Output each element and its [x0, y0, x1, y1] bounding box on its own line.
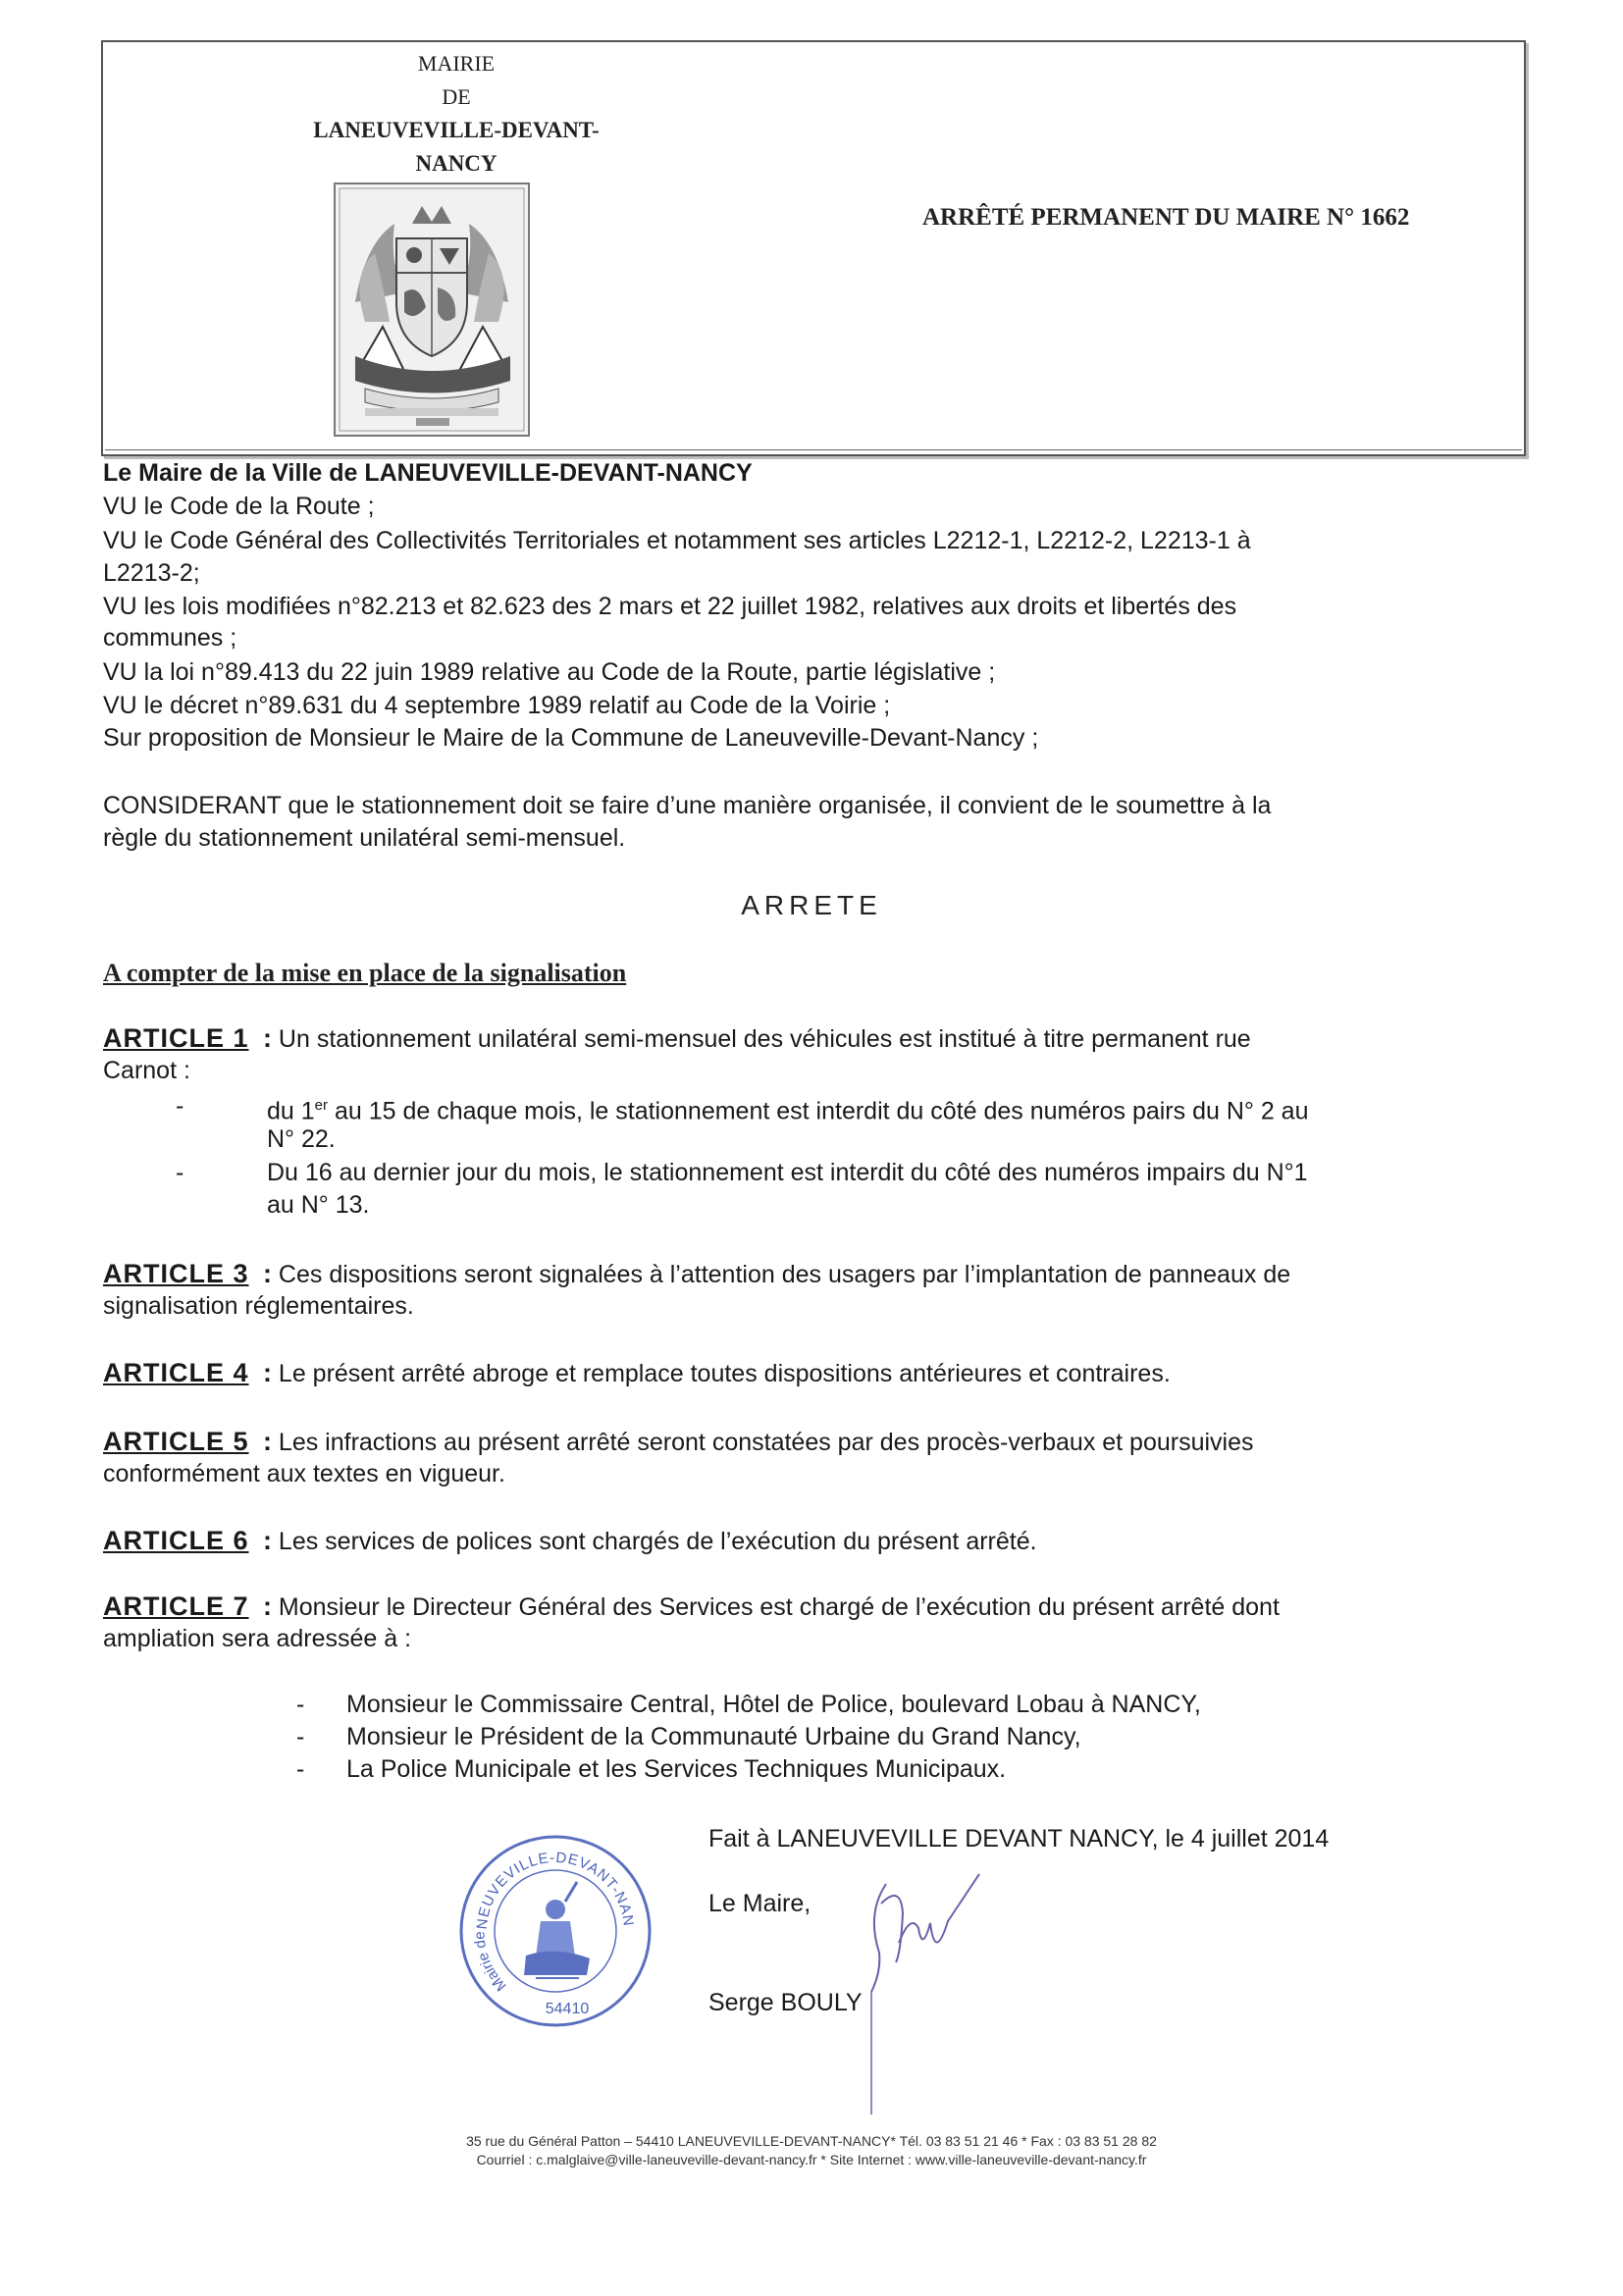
vu-loi-1989: VU la loi n°89.413 du 22 juin 1989 relative au Code de la Route, partie législative ;: [103, 658, 996, 686]
article-1-text: Un stationnement unilatéral semi-mensuel des véhicules est institué à titre permanent rue: [278, 1025, 1251, 1053]
vu-decret-1989: VU le décret n°89.631 du 4 septembre 1989 relatif au Code de la Voirie ;: [103, 692, 891, 719]
article-7-label: ARTICLE 7: [103, 1592, 249, 1621]
official-stamp: [457, 1833, 654, 2029]
svg-text:54410: 54410: [545, 2001, 590, 2017]
article-6-label: ARTICLE 6: [103, 1526, 249, 1555]
bullet-1-pre: du 1: [267, 1097, 315, 1125]
vu-cgct-line2: L2213-2;: [103, 559, 200, 587]
article-7-line2: ampliation sera adressée à :: [103, 1625, 412, 1652]
vu-lois-line1: VU les lois modifiées n°82.213 et 82.623 des 2 mars et 22 juillet 1982, relatives aux droits et libertés des: [103, 593, 1237, 620]
footer-contact: Courriel : c.malglaive@ville-laneuveville-devant-nancy.fr * Site Internet : www.ville-laneuveville-devant-nancy.fr: [476, 2152, 1147, 2167]
article-3-label: ARTICLE 3: [103, 1259, 249, 1288]
article-3: [103, 1259, 1506, 1289]
arrete-heading: ARRETE: [741, 890, 882, 920]
article-1-dash-2: -: [176, 1159, 184, 1186]
article-5-colon: :: [255, 1427, 272, 1456]
a-compter-heading: A compter de la mise en place de la signalisation: [103, 959, 627, 987]
proposition: Sur proposition de Monsieur le Maire de la Commune de Laneuveville-Devant-Nancy ;: [103, 724, 1039, 752]
footer-address: 35 rue du Général Patton – 54410 LANEUVEVILLE-DEVANT-NANCY* Tél. 03 83 51 21 46 * Fax : 03 83 51 28 82: [466, 2133, 1157, 2149]
article-7-colon: :: [255, 1592, 272, 1621]
article-1-bullet-1-line2: N° 22.: [267, 1125, 336, 1153]
handwritten-signature: [842, 1845, 1038, 2119]
article-5-text: Les infractions au présent arrêté seront constatées par des procès-verbaux et poursuivies: [278, 1429, 1254, 1456]
vu-cgct-line1: VU le Code Général des Collectivités Territoriales et notamment ses articles L2212-1, L2212-2, L2213-1 à: [103, 527, 1251, 554]
destinataire-1: Monsieur le Commissaire Central, Hôtel de Police, boulevard Lobau à NANCY,: [346, 1691, 1201, 1718]
coat-of-arms-logo: [334, 183, 530, 437]
article-1: [103, 1023, 1506, 1054]
article-1-bullet-1: [267, 1091, 1506, 1125]
destinataire-3: La Police Municipale et les Services Techniques Municipaux.: [346, 1755, 1007, 1783]
mairie-line2: DE: [442, 84, 471, 109]
mairie-line1: MAIRIE: [417, 51, 496, 76]
vu-code-route: VU le Code de la Route ;: [103, 493, 375, 520]
article-5-label: ARTICLE 5: [103, 1427, 249, 1456]
destinataire-2: Monsieur le Président de la Communauté Urbaine du Grand Nancy,: [346, 1723, 1081, 1750]
svg-text:LANEUVEVILLE-DEVANT-NANCY: NEUVEVILLE-DEVANT-NAN: [473, 1849, 638, 1931]
article-7: [103, 1592, 1506, 1622]
article-1-bullet-2: Du 16 au dernier jour du mois, le stationnement est interdit du côté des numéros impairs du N°1: [267, 1159, 1308, 1186]
svg-text:Mairie de: Mairie de: [471, 1931, 510, 1995]
vu-lois-line2: communes ;: [103, 624, 237, 652]
article-1-dash-1: -: [176, 1092, 184, 1120]
article-4-colon: :: [255, 1358, 272, 1387]
article-5: [103, 1427, 1254, 1457]
article-1-label: ARTICLE 1: [103, 1023, 249, 1053]
bullet-1-sup: er: [314, 1097, 329, 1114]
arrete-title: ARRÊTÉ PERMANENT DU MAIRE N° 1662: [922, 204, 1410, 231]
bullet-1-post: au 15 de chaque mois, le stationnement est interdit du côté des numéros pairs du N° 2 au: [328, 1097, 1309, 1125]
article-4: [103, 1358, 1171, 1388]
dest-dash-3: -: [296, 1755, 305, 1783]
article-4-label: ARTICLE 4: [103, 1358, 249, 1387]
article-1-bullet-2-line2: au N° 13.: [267, 1191, 370, 1219]
article-3-line2: signalisation réglementaires.: [103, 1292, 414, 1320]
intro-lead-text: Le Maire de la Ville de LANEUVEVILLE-DEVANT-NANCY: [103, 459, 753, 487]
article-7-text: Monsieur le Directeur Général des Services est chargé de l’exécution du présent arrêté dont: [278, 1593, 1280, 1621]
article-1-colon: :: [255, 1023, 272, 1053]
signatory-role: Le Maire,: [708, 1890, 812, 1917]
footer: [0, 2132, 1623, 2169]
article-6-colon: :: [255, 1526, 272, 1555]
article-6: [103, 1526, 1037, 1556]
considerant-line1: CONSIDERANT que le stationnement doit se faire d’une manière organisée, il convient de le soumettre à la: [103, 792, 1272, 819]
dest-dash-2: -: [296, 1723, 305, 1750]
article-4-text: Le présent arrêté abroge et remplace toutes dispositions antérieures et contraires.: [278, 1360, 1171, 1387]
article-6-text: Les services de polices sont chargés de l’exécution du présent arrêté.: [278, 1528, 1037, 1555]
signatory-name: Serge BOULY: [708, 1989, 863, 2016]
article-1-line2: Carnot :: [103, 1057, 190, 1084]
article-3-text: Ces dispositions seront signalées à l’attention des usagers par l’implantation de panneaux de: [278, 1261, 1291, 1288]
town-name: LANEUVEVILLE-DEVANT-NANCY: [313, 118, 600, 176]
dest-dash-1: -: [296, 1691, 305, 1718]
considerant-line2: règle du stationnement unilatéral semi-mensuel.: [103, 824, 626, 852]
article-3-colon: :: [255, 1259, 272, 1288]
fait-a: Fait à LANEUVEVILLE DEVANT NANCY, le 4 juillet 2014: [708, 1825, 1330, 1852]
header-box: [101, 40, 1526, 456]
intro-lead: [103, 458, 753, 488]
article-5-line2: conformément aux textes en vigueur.: [103, 1460, 505, 1487]
